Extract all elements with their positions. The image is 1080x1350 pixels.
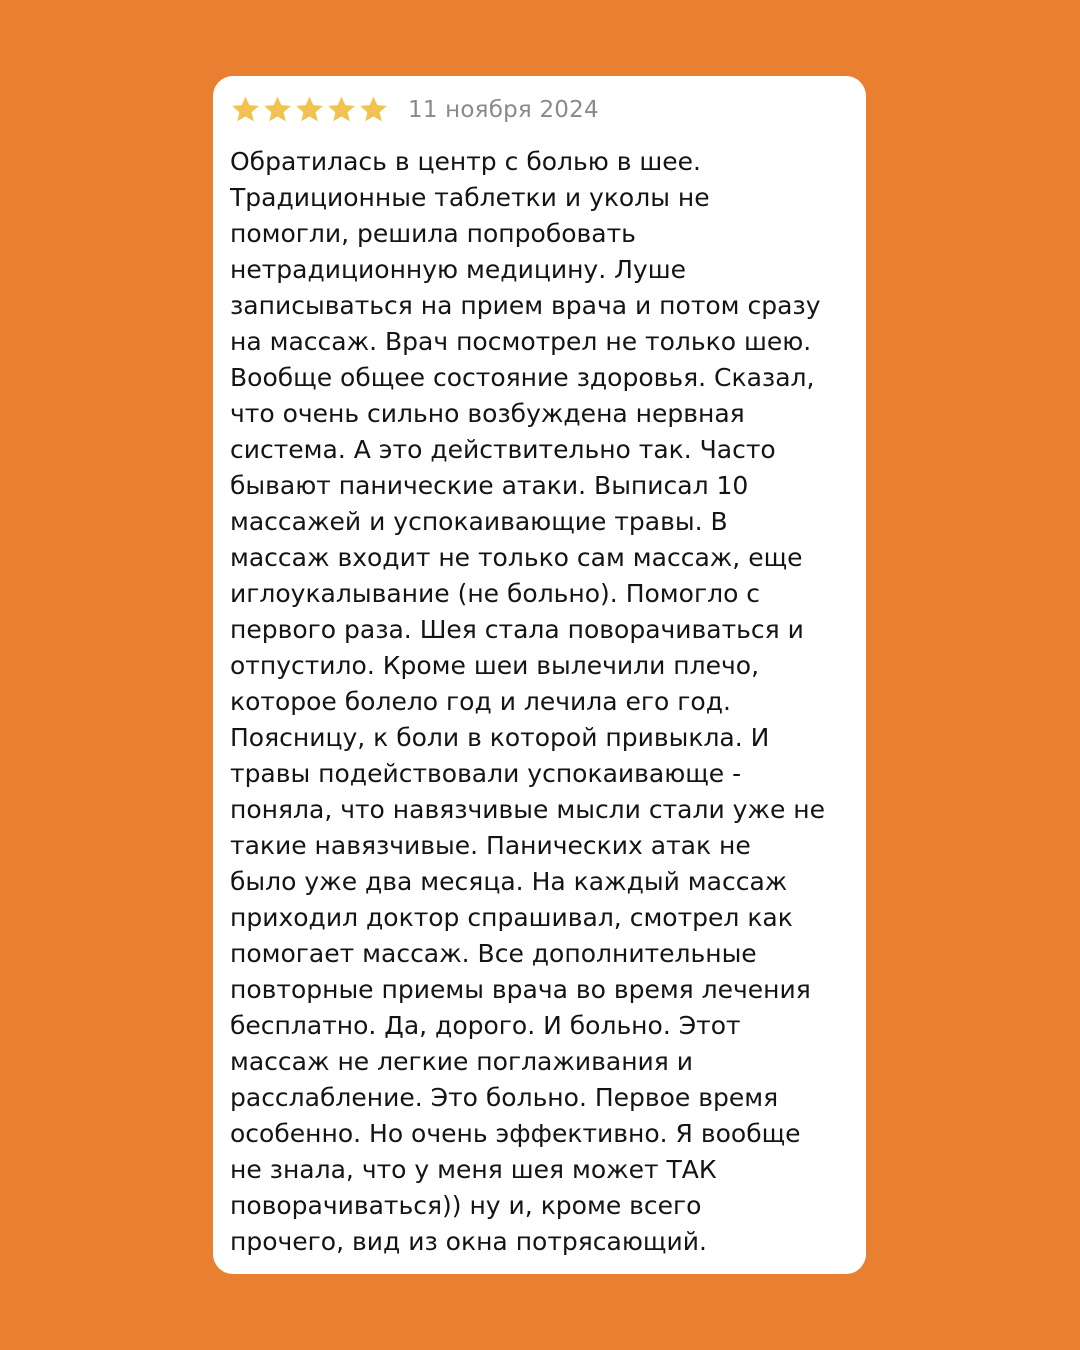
review-text-line: расслабление. Это больно. Первое время xyxy=(230,1083,779,1112)
review-text-line: на массаж. Врач посмотрел не только шею. xyxy=(230,327,812,356)
review-header xyxy=(230,92,846,128)
review-text-line: первого раза. Шея стала поворачиваться и xyxy=(230,615,804,644)
review-text-line: массаж входит не только сам массаж, еще xyxy=(230,543,803,572)
review-text-line: травы подействовали успокаивающе - xyxy=(230,759,742,788)
review-card xyxy=(213,76,866,1274)
star-icon xyxy=(326,95,357,125)
star-icon xyxy=(230,95,261,125)
review-text-line: иглоукалывание (не больно). Помогло с xyxy=(230,579,761,608)
review-text-line: что очень сильно возбуждена нервная xyxy=(230,399,745,428)
review-text-line: отпустило. Кроме шеи вылечили плечо, xyxy=(230,651,760,680)
review-text-line: система. А это действительно так. Часто xyxy=(230,435,776,464)
review-text-line: массаж не легкие поглаживания и xyxy=(230,1047,694,1076)
review-text-line: помогает массаж. Все дополнительные xyxy=(230,939,757,968)
review-text-line: Вообще общее состояние здоровья. Сказал, xyxy=(230,363,815,392)
review-text-line: было уже два месяца. На каждый массаж xyxy=(230,867,788,896)
star-icon xyxy=(294,95,325,125)
review-text-line: приходил доктор спрашивал, смотрел как xyxy=(230,903,793,932)
review-text-line: которое болело год и лечила его год. xyxy=(230,687,731,716)
review-text-line: не знала, что у меня шея может ТАК xyxy=(230,1155,717,1184)
review-text-line: Обратилась в центр с болью в шее. xyxy=(230,147,701,176)
review-text-line: такие навязчивые. Панических атак не xyxy=(230,831,751,860)
review-text-line: Поясницу, к боли в которой привыкла. И xyxy=(230,723,770,752)
review-text-line: особенно. Но очень эффективно. Я вообще xyxy=(230,1119,801,1148)
review-text-line: бесплатно. Да, дорого. И больно. Этот xyxy=(230,1011,741,1040)
review-text-line: помогли, решила попробовать xyxy=(230,219,636,248)
review-text-line: нетрадиционную медицину. Луше xyxy=(230,255,686,284)
star-icon xyxy=(358,95,389,125)
review-text-line: записываться на прием врача и потом сразу xyxy=(230,291,821,320)
review-text-line: бывают панические атаки. Выписал 10 xyxy=(230,471,749,500)
review-text-line: массажей и успокаивающие травы. В xyxy=(230,507,728,536)
review-date: 11 ноября 2024 xyxy=(408,97,599,123)
review-text-line: прочего, вид из окна потрясающий. xyxy=(230,1227,707,1256)
star-icon xyxy=(262,95,293,125)
review-text-line: повторные приемы врача во время лечения xyxy=(230,975,811,1004)
star-rating xyxy=(230,95,389,125)
review-text-line: Традиционные таблетки и уколы не xyxy=(230,183,710,212)
review-text-line: поворачиваться)) ну и, кроме всего xyxy=(230,1191,702,1220)
review-text xyxy=(230,144,846,1260)
review-text-line: поняла, что навязчивые мысли стали уже не xyxy=(230,795,826,824)
